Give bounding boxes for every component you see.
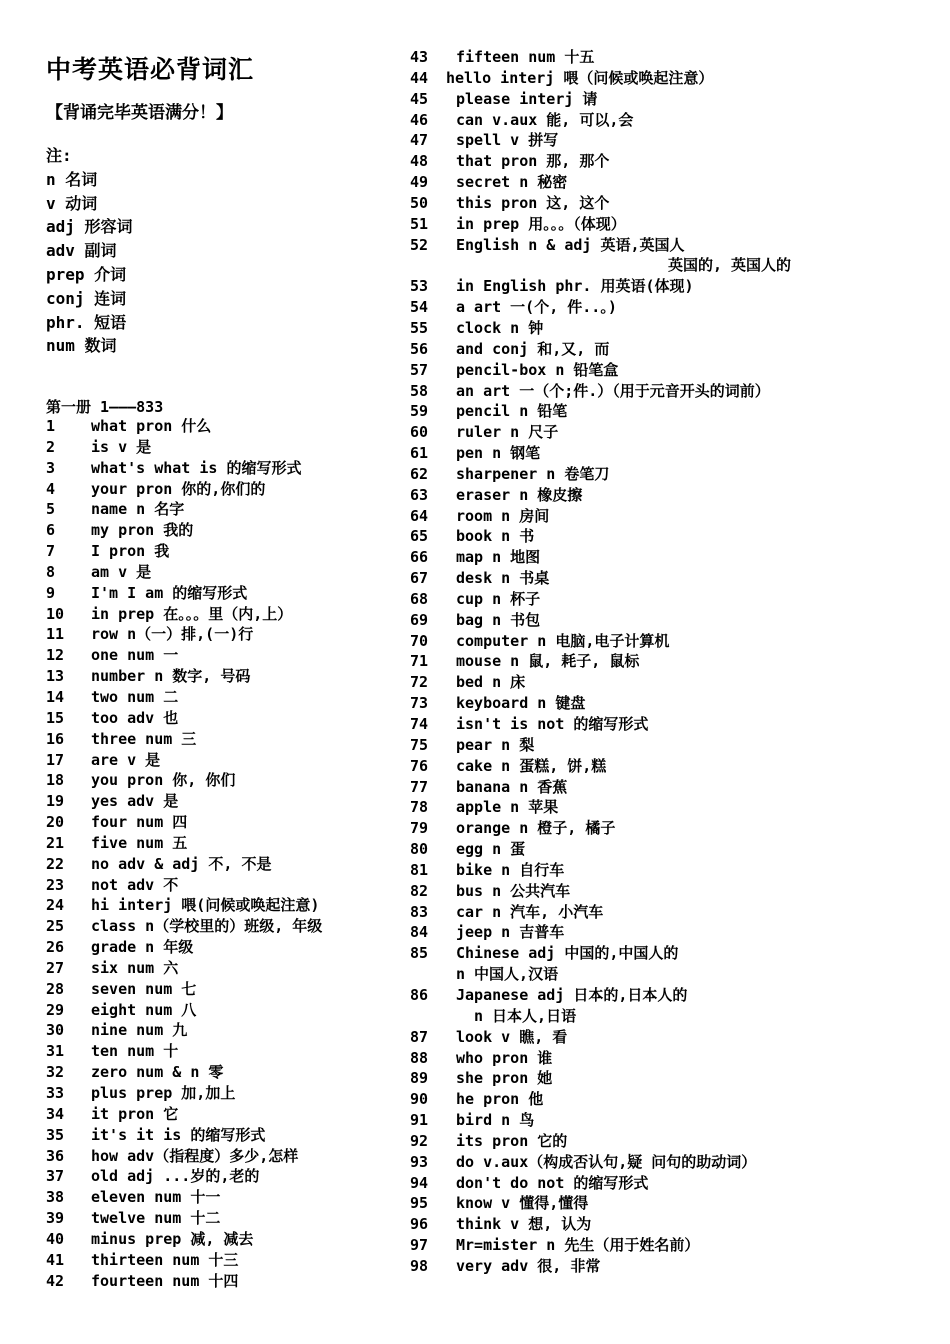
entry-text: thirteen num 十三 [91,1250,239,1269]
entry-text: apple n 苹果 [456,798,559,817]
entry-number: 6 [46,521,56,540]
entry-number: 7 [46,542,56,561]
entry-text: computer n 电脑,电子计算机 [456,631,670,650]
entry-text: sharpener n 卷笔刀 [456,464,610,483]
entry-text: eraser n 橡皮擦 [456,485,583,504]
entry-text: how adv（指程度）多少,怎样 [91,1146,299,1165]
entry-text: that pron 那, 那个 [456,152,610,171]
entry-number: 86 [410,985,429,1004]
entry-number: 87 [410,1027,429,1046]
entry-number: 97 [410,1236,429,1255]
entry-text: eleven num 十一 [91,1188,221,1207]
entry-number: 47 [410,131,429,150]
section-heading: 第一册 1———833 [46,398,164,416]
entry-text: plus prep 加,加上 [91,1084,236,1102]
entry-text: English n & adj 英语,英国人 [456,235,685,254]
entry-number: 78 [410,798,429,817]
entry-number: 25 [46,917,65,936]
entry-text: ten num 十 [91,1042,179,1061]
entry-text: this pron 这, 这个 [456,193,610,212]
entry-text: three num 三 [91,729,197,748]
entry-number: 31 [46,1042,65,1061]
entry-number: 53 [410,277,429,296]
legend-item: adj 形容词 [46,217,133,237]
entry-text: car n 汽车, 小汽车 [456,902,604,921]
entry-number: 22 [46,854,65,873]
entry-text: book n 书 [456,527,535,546]
entry-text: old adj ...岁的,老的 [91,1167,260,1186]
entry-text: not adv 不 [91,875,179,894]
entry-number: 2 [46,437,56,456]
entry-text: it's it is 的缩写形式 [91,1125,266,1144]
entry-number: 69 [410,610,429,629]
entry-number: 19 [46,792,65,811]
entry-text: Chinese adj 中国的,中国人的 [456,944,679,963]
entry-text: hi interj 喂(问候或唤起注意) [91,896,320,915]
entry-number: 84 [410,923,429,942]
entry-number: 76 [410,756,429,775]
entry-number: 64 [410,506,429,525]
entry-number: 45 [410,89,429,108]
entry-text: bag n 书包 [456,610,541,629]
entry-text: please interj 请 [456,89,598,108]
entry-number: 73 [410,694,429,713]
entry-number: 43 [410,48,429,66]
entry-number: 72 [410,673,429,692]
entry-number: 4 [46,479,56,498]
entry-number: 51 [410,214,429,233]
entry-number: 85 [410,944,429,963]
entry-text: isn't is not 的缩写形式 [456,715,649,733]
entry-text: zero num & n 零 [91,1063,224,1082]
entry-continuation-text: 英国的, 英国人的 [668,256,792,275]
entry-number: 95 [410,1194,429,1213]
entry-number: 65 [410,527,429,546]
entry-text: desk n 书桌 [456,569,550,588]
entry-number: 28 [46,979,65,998]
entry-text: its pron 它的 [456,1131,568,1150]
entry-number: 93 [410,1152,429,1171]
entry-number: 26 [46,938,65,957]
entry-number: 46 [410,110,429,129]
entry-text: in prep 在。。。里（内,上） [91,604,293,623]
entry-text: he pron 他 [456,1090,544,1109]
legend-item: v 动词 [46,193,98,213]
entry-text: who pron 谁 [456,1048,553,1067]
entry-number: 92 [410,1131,429,1150]
entry-continuation-text: n 日本人,日语 [474,1006,577,1025]
entry-number: 56 [410,339,429,358]
entry-text: grade n 年级 [91,938,194,957]
entry-number: 41 [46,1250,65,1269]
entry-number: 54 [410,298,429,317]
entry-text: two num 二 [91,687,179,706]
entry-text: no adv & adj 不, 不是 [91,854,272,873]
entry-text: row n（一）排,(一)行 [91,625,254,644]
entry-text: your pron 你的,你们的 [91,479,266,498]
entry-number: 23 [46,875,65,894]
entry-text: keyboard n 键盘 [456,694,586,713]
entry-number: 14 [46,687,65,706]
entry-text: mouse n 鼠, 耗子, 鼠标 [456,652,640,671]
entry-number: 67 [410,569,429,588]
entry-number: 52 [410,235,429,254]
entry-text: five num 五 [91,833,188,852]
entry-text: know v 懂得,懂得 [456,1194,589,1213]
entry-number: 44 [410,68,429,87]
entry-number: 82 [410,881,429,900]
entry-text: ruler n 尺子 [456,423,559,442]
entry-text: my pron 我的 [91,521,194,540]
legend [46,144,133,358]
entry-text: cup n 杯子 [456,589,541,608]
entry-text: think v 想, 认为 [456,1215,592,1234]
entry-text: pen n 钢笔 [456,444,541,463]
legend-item: adv 副词 [46,241,117,261]
entry-number: 58 [410,381,429,400]
entry-number: 16 [46,729,65,748]
entry-number: 15 [46,708,65,727]
entry-text: fifteen num 十五 [456,48,595,66]
entry-text: am v 是 [91,562,152,581]
entry-number: 18 [46,771,65,790]
entry-text: too adv 也 [91,708,179,727]
entry-text: four num 四 [91,813,188,832]
entry-number: 71 [410,652,429,671]
entry-number: 21 [46,833,65,852]
entry-number: 98 [410,1256,429,1275]
entry-number: 61 [410,444,429,463]
entry-text: bird n 鸟 [456,1111,535,1130]
legend-item: conj 连词 [46,288,127,308]
entry-number: 91 [410,1111,429,1130]
entry-text: banana n 香蕉 [456,777,568,796]
entry-number: 29 [46,1000,65,1019]
entry-text: Japanese adj 日本的,日本人的 [456,985,688,1004]
entry-text: orange n 橙子, 橘子 [456,819,616,838]
entry-number: 39 [46,1209,65,1228]
entry-number: 55 [410,318,429,337]
entry-text: in prep 用。。。（体现） [456,214,626,233]
entry-text: six num 六 [91,958,179,977]
entry-number: 88 [410,1048,429,1067]
entry-text: Mr=mister n 先生（用于姓名前） [456,1236,700,1255]
legend-heading: 注: [46,146,72,165]
entry-text: bike n 自行车 [456,860,565,879]
entry-number: 5 [46,500,56,519]
entry-number: 48 [410,152,429,171]
legend-item: phr. 短语 [46,312,127,332]
entry-number: 35 [46,1125,65,1144]
legend-item: prep 介词 [46,264,127,284]
entry-text: bed n 床 [456,673,526,692]
entry-number: 3 [46,458,56,477]
entry-text: what's what is 的缩写形式 [91,458,302,477]
entry-number: 34 [46,1104,65,1123]
legend-item: n 名词 [46,169,98,189]
entry-text: is v 是 [91,437,152,456]
entry-text: are v 是 [91,750,161,769]
entry-number: 79 [410,819,429,838]
entry-text: one num 一 [91,646,179,665]
entry-number: 89 [410,1069,429,1088]
slogan: 【背诵完毕英语满分！】 [46,103,233,123]
entry-text: nine num 九 [91,1021,188,1040]
entry-number: 81 [410,860,429,879]
entry-text: class n（学校里的）班级, 年级 [91,917,323,936]
entry-text: egg n 蛋 [456,840,526,859]
entry-text: name n 名字 [91,500,185,519]
entry-text: yes adv 是 [91,792,179,811]
entry-number: 9 [46,583,56,602]
entry-text: eight num 八 [91,1000,197,1019]
entry-number: 42 [46,1271,65,1290]
entry-number: 30 [46,1021,65,1040]
entry-number: 59 [410,402,429,421]
entry-number: 77 [410,777,429,796]
entry-text: she pron 她 [456,1069,553,1088]
entry-text: you pron 你, 你们 [91,771,236,790]
entry-number: 27 [46,958,65,977]
entry-number: 50 [410,193,429,212]
entry-text: what pron 什么 [91,417,212,435]
entry-number: 1 [46,417,56,435]
entry-text: an art 一（个;件.）（用于元音开头的词前） [456,381,770,400]
entry-text: pencil n 铅笔 [456,402,568,421]
entry-number: 60 [410,423,429,442]
entry-number: 8 [46,562,56,581]
legend-item: num 数词 [46,336,117,356]
entry-number: 10 [46,604,65,623]
entry-number: 80 [410,840,429,859]
entry-number: 83 [410,902,429,921]
entry-number: 38 [46,1188,65,1207]
entry-text: a art 一(个, 件..。) [456,298,617,317]
entry-number: 49 [410,173,429,192]
entry-text: bus n 公共汽车 [456,881,571,900]
entry-number: 33 [46,1084,65,1102]
entry-text: look v 瞧, 看 [456,1027,568,1046]
entry-text: cake n 蛋糕, 饼,糕 [456,756,607,775]
entry-number: 68 [410,589,429,608]
entry-number: 94 [410,1173,429,1192]
entry-number: 24 [46,896,65,915]
entry-text: do v.aux（构成否认句,疑 问句的助动词） [456,1152,757,1171]
entry-text: spell v 拼写 [456,131,559,150]
entry-number: 66 [410,548,429,567]
entry-text: jeep n 吉普车 [456,923,565,942]
entry-text: in English phr. 用英语(体现) [456,277,694,296]
entry-number: 13 [46,667,65,686]
entry-text: very adv 很, 非常 [456,1256,601,1275]
entry-number: 63 [410,485,429,504]
entry-number: 57 [410,360,429,379]
entry-text: pear n 梨 [456,735,535,754]
entry-number: 32 [46,1063,65,1082]
entry-number: 70 [410,631,429,650]
entry-text: number n 数字, 号码 [91,667,251,686]
entry-number: 90 [410,1090,429,1109]
entry-number: 37 [46,1167,65,1186]
entry-text: hello interj 喂（问候或唤起注意） [446,68,714,87]
entry-text: map n 地图 [456,548,541,567]
entry-number: 74 [410,715,429,733]
entry-text: clock n 钟 [456,318,544,337]
entry-number: 96 [410,1215,429,1234]
entry-text: can v.aux 能, 可以,会 [456,110,634,129]
entry-text: pencil-box n 铅笔盒 [456,360,619,379]
entry-number: 75 [410,735,429,754]
entry-text: it pron 它 [91,1104,179,1123]
entry-text: I pron 我 [91,542,170,561]
entry-number: 20 [46,813,65,832]
entry-text: don't do not 的缩写形式 [456,1173,649,1192]
entry-number: 12 [46,646,65,665]
entry-text: fourteen num 十四 [91,1271,239,1290]
entry-number: 40 [46,1229,65,1248]
entry-number: 62 [410,464,429,483]
entry-text: secret n 秘密 [456,173,568,192]
entry-number: 17 [46,750,65,769]
entry-continuation-text: n 中国人,汉语 [456,965,559,984]
entry-text: I'm I am 的缩写形式 [91,583,248,602]
entry-number: 11 [46,625,65,644]
entry-number: 36 [46,1146,65,1165]
entry-text: seven num 七 [91,979,197,998]
entry-text: and conj 和,又, 而 [456,339,610,358]
page-title: 中考英语必背词汇 [46,55,255,84]
entry-text: room n 房间 [456,506,550,525]
entry-text: minus prep 减, 减去 [91,1229,254,1248]
entry-text: twelve num 十二 [91,1209,221,1228]
